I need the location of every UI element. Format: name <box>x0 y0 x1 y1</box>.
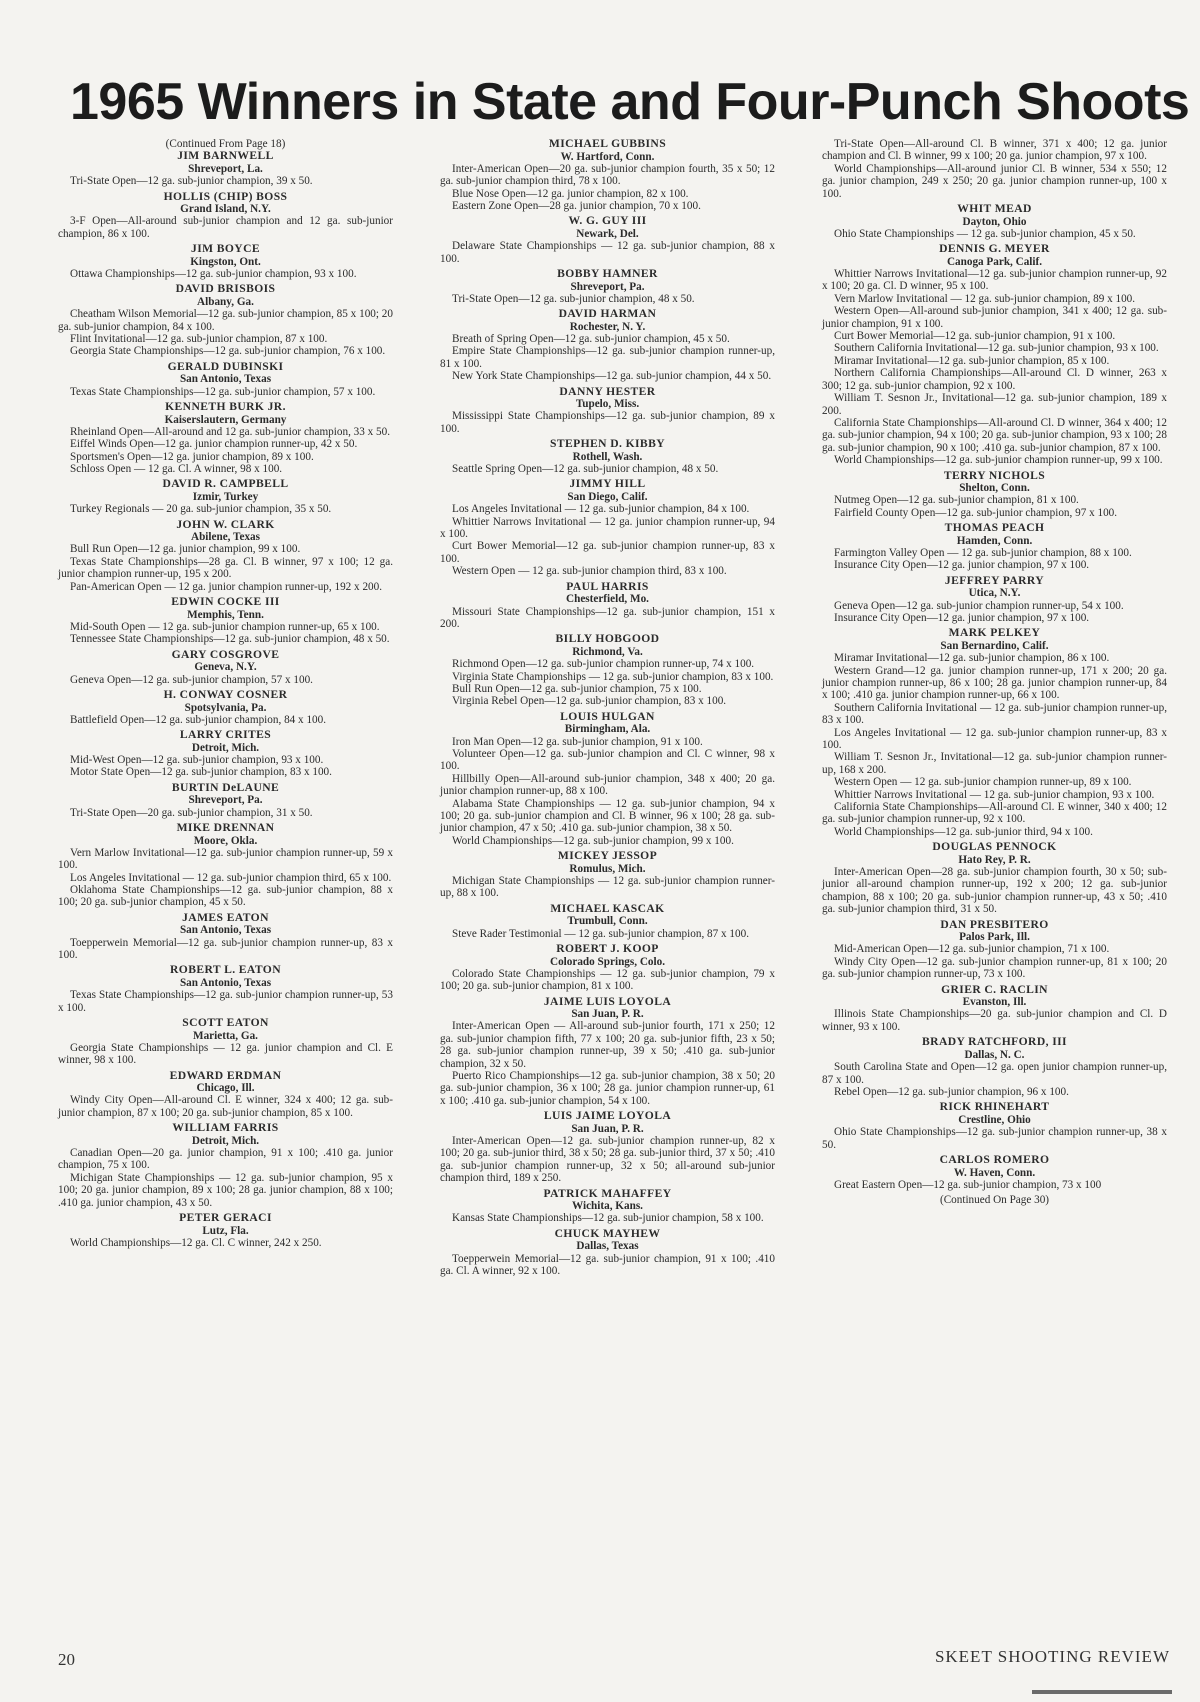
shoot-record: Bull Run Open—12 ga. junior champion, 99 x 100. <box>70 543 301 556</box>
shoot-record: Inter-American Open — All-around sub-junior fourth, 171 x 250; 12 ga. sub-junior champion fifth, 77 x 100; 20 ga. sub-junior fifth, 23 x 50; 28 ga. sub-junior champion runner-up, 39 x 50; .410 ga. sub-junior champion, 32 x 50. <box>440 1020 775 1070</box>
shoot-record: Virginia State Championships — 12 ga. sub-junior champion, 83 x 100. <box>452 670 774 683</box>
shoot-record: World Championships—12 ga. sub-junior champion, 99 x 100. <box>452 834 734 847</box>
winner-name: MICHAEL KASCAK <box>550 901 665 915</box>
winner-name: PATRICK MAHAFFEY <box>543 1186 672 1200</box>
shoot-record: Mid-South Open — 12 ga. sub-junior champion runner-up, 65 x 100. <box>70 620 380 633</box>
shoot-record: Western Open—All-around sub-junior champion, 341 x 400; 12 ga. sub-junior champion, 91 x 100. <box>822 305 1167 330</box>
winner-location: Shreveport, Pa. <box>188 794 263 807</box>
winner-entry <box>58 361 393 398</box>
shoot-record: Inter-American Open—20 ga. sub-junior champion fourth, 35 x 50; 12 ga. sub-junior champion third, 78 x 100. <box>440 162 775 188</box>
winner-location: Albany, Ga. <box>197 296 254 309</box>
winner-location: Moore, Okla. <box>193 834 258 847</box>
column-1 <box>58 138 393 1252</box>
winner-location: Crestline, Ohio <box>958 1113 1031 1126</box>
winner-name: DENNIS G. MEYER <box>939 242 1050 256</box>
winner-name: WHIT MEAD <box>957 202 1032 216</box>
shoot-record: Tri-State Open—12 ga. sub-junior champion, 39 x 50. <box>70 175 313 188</box>
shoot-record: Toepperwein Memorial—12 ga. sub-junior champion, 91 x 100; .410 ga. Cl. A winner, 92 x 100. <box>440 1252 775 1278</box>
shoot-record: Geneva Open—12 ga. sub-junior champion runner-up, 54 x 100. <box>834 599 1124 612</box>
winner-entry <box>822 243 1167 466</box>
winner-name: DOUGLAS PENNOCK <box>932 840 1057 854</box>
shoot-record: Los Angeles Invitational — 12 ga. sub-junior champion runner-up, 83 x 100. <box>822 726 1167 751</box>
winner-name: BRADY RATCHFORD, III <box>922 1035 1067 1049</box>
shoot-record: Iron Man Open—12 ga. sub-junior champion, 91 x 100. <box>452 735 703 748</box>
shoot-record: Southern California Invitational — 12 ga. sub-junior champion runner-up, 83 x 100. <box>822 701 1167 727</box>
shoot-record: Seattle Spring Open—12 ga. sub-junior champion, 48 x 50. <box>452 463 719 476</box>
shoot-record: Canadian Open—20 ga. junior champion, 91 x 100; .410 ga. junior champion, 75 x 100. <box>58 1146 393 1172</box>
winner-entry <box>822 522 1167 572</box>
shoot-record: Kansas State Championships—12 ga. sub-junior champion, 58 x 100. <box>452 1212 764 1225</box>
shoot-record: Great Eastern Open—12 ga. sub-junior champion, 73 x 100 <box>834 1178 1102 1191</box>
winner-name: MARK PELKEY <box>948 626 1041 640</box>
winner-location: Kaiserslautern, Germany <box>164 413 287 426</box>
winner-location: Dayton, Ohio <box>962 215 1027 228</box>
winner-location: Rochester, N. Y. <box>569 320 646 333</box>
shoot-record: Southern California Invitational—12 ga. sub-junior champion, 93 x 100. <box>834 342 1159 355</box>
winner-entry <box>58 1122 393 1209</box>
shoot-record: Los Angeles Invitational — 12 ga. sub-junior champion, 84 x 100. <box>452 503 750 516</box>
shoot-record: Windy City Open—All-around Cl. E winner, 324 x 400; 12 ga. sub-junior champion, 87 x 100; 20 ga. sub-junior champion, 85 x 100. <box>58 1094 393 1119</box>
winner-location: Grand Island, N.Y. <box>180 203 271 216</box>
winner-entry <box>58 689 393 726</box>
shoot-record: Tri-State Open—All-around Cl. B winner, 371 x 400; 12 ga. junior champion and Cl. B winner, 99 x 100; 20 ga. junior champion, 97 x 100. <box>822 138 1167 163</box>
winner-name: EDWARD ERDMAN <box>169 1068 282 1082</box>
shoot-record: Texas State Championships—28 ga. Cl. B winner, 97 x 100; 12 ga. junior champion runner-up, 195 x 200. <box>58 555 393 581</box>
shoot-record: Inter-American Open—28 ga. sub-junior champion fourth, 30 x 50; sub-junior all-around champion runner-up, 192 x 200; 12 ga. sub-junior champion, 88 x 100; 20 ga. sub-junior champion runner-up, 43 x 50; .410 ga. sub-junior champion third, 31 x 50. <box>822 866 1167 916</box>
shoot-record: Tri-State Open—20 ga. sub-junior champion, 31 x 50. <box>70 806 313 819</box>
winner-name: WILLIAM FARRIS <box>172 1121 279 1135</box>
winner-entry <box>822 138 1167 200</box>
winner-location: Wichita, Kans. <box>572 1200 643 1213</box>
shoot-record: Vern Marlow Invitational — 12 ga. sub-junior champion, 89 x 100. <box>834 292 1136 305</box>
winner-name: TERRY NICHOLS <box>943 468 1046 482</box>
winner-name: JAMES EATON <box>182 910 269 924</box>
winner-name: GERALD DUBINSKI <box>167 359 284 373</box>
winner-location: Newark, Del. <box>576 228 639 241</box>
shoot-record: World Championships—12 ga. Cl. C winner, 242 x 250. <box>70 1236 322 1249</box>
winner-entry <box>822 919 1167 981</box>
shoot-record: Turkey Regionals — 20 ga. sub-junior champion, 35 x 50. <box>70 503 332 516</box>
winner-name: JAIME LUIS LOYOLA <box>543 994 672 1008</box>
winner-name: PETER GERACI <box>179 1211 272 1225</box>
shoot-record: William T. Sesnon Jr., Invitational—12 ga. sub-junior champion runner-up, 168 x 200. <box>822 751 1167 776</box>
winner-entry <box>58 519 393 593</box>
winner-entry <box>58 283 393 357</box>
shoot-record: California State Championships—All-around Cl. D winner, 364 x 400; 12 ga. sub-junior champion, 94 x 100; 20 ga. sub-junior champion, 93 x 100; 28 ga. sub-junior champion, 90 x 100; .410 ga. sub-junior champion, 87 x 100. <box>822 416 1167 454</box>
winner-name: W. G. GUY III <box>568 214 647 228</box>
winner-name: BILLY HOBGOOD <box>555 632 660 646</box>
shoot-record: Toepperwein Memorial—12 ga. sub-junior champion runner-up, 83 x 100. <box>58 936 393 961</box>
shoot-record: Georgia State Championships—12 ga. sub-junior champion, 76 x 100. <box>70 345 386 358</box>
shoot-record: Flint Invitational—12 ga. sub-junior champion, 87 x 100. <box>70 333 328 346</box>
shoot-record: Western Open — 12 ga. sub-junior champion runner-up, 89 x 100. <box>834 776 1132 789</box>
winner-location: San Antonio, Texas <box>179 924 272 937</box>
winner-location: Evanston, Ill. <box>962 996 1027 1009</box>
winner-location: Lutz, Fla. <box>202 1224 249 1237</box>
shoot-record: Breath of Spring Open—12 ga. sub-junior champion, 45 x 50. <box>452 333 730 346</box>
winner-name: JEFFREY PARRY <box>944 573 1045 587</box>
winner-entry <box>822 841 1167 915</box>
shoot-record: Michigan State Championships — 12 ga. sub-junior champion, 95 x 100; 20 ga. junior champion, 89 x 100; 28 ga. junior champion, 88 x 100; .410 ga. junior champion, 43 x 50. <box>58 1171 393 1209</box>
winner-entry <box>58 401 393 475</box>
winner-name: BOBBY HAMNER <box>557 267 658 281</box>
winner-location: Memphis, Tenn. <box>187 608 264 621</box>
winner-location: Marietta, Ga. <box>193 1029 258 1042</box>
winner-entry <box>440 581 775 631</box>
winner-name: DAVID HARMAN <box>558 307 657 321</box>
shoot-record: Mid-American Open—12 ga. sub-junior champion, 71 x 100. <box>834 943 1110 956</box>
shoot-record: Insurance City Open—12 ga. junior champion, 97 x 100. <box>834 559 1090 572</box>
winner-name: CARLOS ROMERO <box>939 1152 1050 1166</box>
winner-location: Romulus, Mich. <box>569 862 646 875</box>
shoot-record: William T. Sesnon Jr., Invitational—12 ga. sub-junior champion, 189 x 200. <box>822 392 1167 417</box>
winner-location: Rothell, Wash. <box>572 450 643 463</box>
winner-location: Canoga Park, Calif. <box>946 255 1043 268</box>
continued-from-note: (Continued From Page 18) <box>165 138 286 150</box>
winner-name: THOMAS PEACH <box>944 521 1045 535</box>
shoot-record: Sportsmen's Open—12 ga. junior champion, 89 x 100. <box>70 450 314 463</box>
winner-location: San Juan, P. R. <box>571 1122 644 1135</box>
winner-location: Chesterfield, Mo. <box>566 593 649 606</box>
winner-name: LOUIS HULGAN <box>560 709 655 723</box>
shoot-record: Steve Rader Testimonial — 12 ga. sub-junior champion, 87 x 100. <box>452 927 749 940</box>
winner-name: ROBERT J. KOOP <box>556 942 659 955</box>
winner-entry <box>58 596 393 646</box>
shoot-record: Volunteer Open—12 ga. sub-junior champion and Cl. C winner, 98 x 100. <box>440 747 775 773</box>
shoot-record: Insurance City Open—12 ga. junior champion, 97 x 100. <box>834 611 1090 624</box>
shoot-record: Miramar Invitational—12 ga. sub-junior champion, 85 x 100. <box>834 354 1110 367</box>
shoot-record: Texas State Championships—12 ga. sub-junior champion runner-up, 53 x 100. <box>58 989 393 1014</box>
shoot-record: 3-F Open—All-around sub-junior champion and 12 ga. sub-junior champion, 86 x 100. <box>58 215 393 240</box>
winner-name: DANNY HESTER <box>559 384 656 398</box>
shoot-record: Ottawa Championships—12 ga. sub-junior champion, 93 x 100. <box>70 268 357 281</box>
winner-entry <box>440 1228 775 1278</box>
winner-entry <box>440 711 775 847</box>
winner-entry <box>440 943 775 993</box>
shoot-record: Oklahoma State Championships—12 ga. sub-junior champion, 88 x 100; 20 ga. sub-junior champion, 45 x 50. <box>58 883 393 909</box>
winner-name: RICK RHINEHART <box>939 1100 1050 1114</box>
winner-name: LUIS JAIME LOYOLA <box>543 1109 672 1123</box>
winner-entry <box>440 308 775 382</box>
shoot-record: World Championships—All-around junior Cl. B winner, 534 x 550; 12 ga. junior champion, 249 x 250; 20 ga. junior champion runner-up, 100 x 100. <box>822 162 1167 200</box>
winner-location: Detroit, Mich. <box>191 1134 260 1147</box>
winner-name: DAN PRESBITERO <box>940 917 1049 931</box>
winner-entry <box>440 903 775 940</box>
shoot-record: Whittier Narrows Invitational—12 ga. sub-junior champion runner-up, 92 x 100; 20 ga. Cl. D winner, 95 x 100. <box>822 268 1167 293</box>
winner-entry <box>58 649 393 686</box>
shoot-record: Bull Run Open—12 ga. sub-junior champion, 75 x 100. <box>452 682 702 695</box>
shoot-record: Cheatham Wilson Memorial—12 ga. sub-junior champion, 85 x 100; 20 ga. sub-junior champion, 84 x 100. <box>58 308 393 333</box>
winner-name: JIMMY HILL <box>569 477 646 491</box>
winner-name: DAVID R. CAMPBELL <box>162 477 289 491</box>
winner-name: BURTIN DeLAUNE <box>171 780 280 794</box>
shoot-record: Inter-American Open—12 ga. sub-junior champion runner-up, 82 x 100; 20 ga. sub-junior third, 38 x 50; 28 ga. sub-junior third, 37 x 50; .410 ga. sub-junior champion runner-up, 32 x 50; all-around sub-junior champion third, 189 x 250. <box>440 1135 775 1185</box>
winner-location: Dallas, Texas <box>576 1240 639 1253</box>
page-number: 20 <box>58 1650 75 1669</box>
winner-location: Hamden, Conn. <box>956 534 1033 547</box>
winner-location: Geneva, N.Y. <box>194 661 257 674</box>
winner-location: Birmingham, Ala. <box>564 723 651 736</box>
winner-name: PAUL HARRIS <box>566 579 649 593</box>
winner-location: San Antonio, Texas <box>179 373 272 386</box>
shoot-record: Richmond Open—12 ga. sub-junior champion runner-up, 74 x 100. <box>452 658 755 671</box>
shoot-record: Ohio State Championships — 12 ga. sub-junior champion, 45 x 50. <box>834 227 1136 240</box>
winner-location: W. Haven, Conn. <box>953 1166 1036 1179</box>
winner-entry <box>440 386 775 436</box>
shoot-record: Illinois State Championships—20 ga. sub-junior champion and Cl. D winner, 93 x 100. <box>822 1008 1167 1033</box>
winner-location: Shreveport, La. <box>188 163 263 175</box>
shoot-record: Tri-State Open—12 ga. sub-junior champion, 48 x 50. <box>452 292 695 305</box>
winner-entry <box>58 150 393 187</box>
winner-location: Palos Park, Ill. <box>959 931 1030 944</box>
winner-entry <box>440 1188 775 1225</box>
shoot-record: Curt Bower Memorial—12 ga. sub-junior champion, 91 x 100. <box>834 330 1116 343</box>
winner-name: H. CONWAY COSNER <box>163 687 288 701</box>
shoot-record: Blue Nose Open—12 ga. junior champion, 82 x 100. <box>452 187 689 200</box>
shoot-record: Farmington Valley Open — 12 ga. sub-junior champion, 88 x 100. <box>834 546 1132 559</box>
column-3 <box>822 138 1167 1207</box>
shoot-record: Georgia State Championships — 12 ga. junior champion and Cl. E winner, 98 x 100. <box>58 1041 393 1067</box>
winner-entry <box>822 1036 1167 1098</box>
shoot-record: Missouri State Championships—12 ga. sub-junior champion, 151 x 200. <box>440 605 775 630</box>
winner-name: MICHAEL GUBBINS <box>548 137 667 150</box>
shoot-record: Virginia Rebel Open—12 ga. sub-junior champion, 83 x 100. <box>452 695 727 708</box>
shoot-record: Fairfield County Open—12 ga. sub-junior champion, 97 x 100. <box>834 506 1118 519</box>
shoot-record: Nutmeg Open—12 ga. sub-junior champion, 81 x 100. <box>834 494 1079 507</box>
winner-location: Dallas, N. C. <box>964 1048 1025 1061</box>
column-2 <box>440 138 775 1280</box>
publication-name: SKEET SHOOTING REVIEW <box>934 1647 1170 1666</box>
shoot-record: Curt Bower Memorial—12 ga. sub-junior champion runner-up, 83 x 100. <box>440 540 775 565</box>
winner-entry <box>440 633 775 707</box>
winner-location: Detroit, Mich. <box>191 741 260 754</box>
shoot-record: World Championships—12 ga. sub-junior third, 94 x 100. <box>834 825 1093 838</box>
winner-name: LARRY CRITES <box>179 728 272 742</box>
shoot-record: California State Championships—All-around Cl. E winner, 340 x 400; 12 ga. sub-junior champion runner-up, 92 x 100. <box>822 801 1167 826</box>
winner-name: STEPHEN D. KIBBY <box>550 437 665 451</box>
shoot-record: Pan-American Open — 12 ga. junior champion runner-up, 192 x 200. <box>70 580 383 593</box>
shoot-record: Schloss Open — 12 ga. Cl. A winner, 98 x 100. <box>70 463 283 476</box>
winner-entry <box>440 438 775 475</box>
shoot-record: World Championships—12 ga. sub-junior champion runner-up, 99 x 100. <box>834 454 1163 467</box>
winner-location: San Diego, Calif. <box>567 491 648 504</box>
footer-rule <box>1032 1690 1172 1694</box>
shoot-record: Mid-West Open—12 ga. sub-junior champion, 93 x 100. <box>70 753 324 766</box>
shoot-record: Western Open — 12 ga. sub-junior champion third, 83 x 100. <box>452 565 727 578</box>
shoot-record: Windy City Open—12 ga. sub-junior champion runner-up, 81 x 100; 20 ga. sub-junior champion runner-up, 73 x 100. <box>822 955 1167 981</box>
winner-location: Tupelo, Miss. <box>575 398 640 411</box>
winner-location: Trumbull, Conn. <box>567 915 648 928</box>
winner-name: SCOTT EATON <box>182 1015 269 1029</box>
shoot-record: Puerto Rico Championships—12 ga. sub-junior champion, 38 x 50; 20 ga. sub-junior champion, 36 x 100; 28 ga. junior champion runner-up, 61 x 100; .410 ga. sub-junior champion, 54 x 100. <box>440 1070 775 1107</box>
winner-location: Shelton, Conn. <box>959 482 1030 495</box>
shoot-record: Colorado State Championships — 12 ga. sub-junior champion, 79 x 100; 20 ga. sub-junior champion, 81 x 100. <box>440 967 775 993</box>
page-title: 1965 Winners in State and Four-Punch Shoots <box>70 73 1190 131</box>
winner-name: GARY COSGROVE <box>171 647 280 661</box>
winner-entry <box>58 822 393 909</box>
winner-name: MIKE DRENNAN <box>176 820 275 834</box>
winner-location: Hato Rey, P. R. <box>958 853 1031 866</box>
winner-entry <box>822 1154 1167 1191</box>
winner-entry <box>822 470 1167 520</box>
winner-name: DAVID BRISBOIS <box>175 282 276 296</box>
shoot-record: Northern California Championships—All-around Cl. D winner, 263 x 300; 12 ga. sub-junior champion, 92 x 100. <box>822 367 1167 392</box>
winner-name: JOHN W. CLARK <box>176 517 275 531</box>
winner-entry <box>822 575 1167 625</box>
winner-entry <box>440 215 775 265</box>
shoot-record: Rebel Open—12 ga. sub-junior champion, 96 x 100. <box>834 1085 1069 1098</box>
winner-entry <box>58 782 393 819</box>
shoot-record: Eastern Zone Open—28 ga. junior champion, 70 x 100. <box>452 200 701 213</box>
winner-entry <box>58 964 393 1014</box>
winner-entry <box>440 1110 775 1184</box>
winner-location: Spotsylvania, Pa. <box>184 701 267 714</box>
winner-name: EDWIN COCKE III <box>171 595 280 609</box>
winner-name: KENNETH BURK JR. <box>165 400 286 414</box>
winner-location: Izmir, Turkey <box>192 491 259 504</box>
winner-location: Abilene, Texas <box>190 531 260 544</box>
shoot-record: Motor State Open—12 ga. sub-junior champion, 83 x 100. <box>70 766 332 779</box>
winner-name: ROBERT L. EATON <box>170 963 281 977</box>
shoot-record: Hillbilly Open—All-around sub-junior champion, 348 x 400; 20 ga. junior champion runner-up, 88 x 100. <box>440 772 775 798</box>
winner-entry <box>822 1101 1167 1151</box>
winner-entry <box>440 996 775 1108</box>
shoot-record: Los Angeles Invitational — 12 ga. sub-junior champion third, 65 x 100. <box>70 871 392 884</box>
winner-name: MICKEY JESSOP <box>557 849 658 863</box>
shoot-record: Whittier Narrows Invitational — 12 ga. sub-junior champion, 93 x 100. <box>834 788 1155 801</box>
shoot-record: Alabama State Championships — 12 ga. sub-junior champion, 94 x 100; 20 ga. sub-junior champion and Cl. B winner, 96 x 100; 28 ga. sub-junior champion, 47 x 50; .410 ga. sub-junior champion, 38 x 50. <box>440 797 775 835</box>
shoot-record: Rheinland Open—All-around and 12 ga. sub-junior champion, 33 x 50. <box>70 425 391 438</box>
winner-location: San Juan, P. R. <box>571 1008 644 1021</box>
shoot-record: Empire State Championships—12 ga. sub-junior champion runner-up, 81 x 100. <box>440 345 775 370</box>
shoot-record: Michigan State Championships — 12 ga. sub-junior champion runner-up, 88 x 100. <box>440 874 775 900</box>
winner-entry <box>440 850 775 900</box>
winner-entry <box>58 191 393 241</box>
winner-name: JIM BARNWELL <box>177 149 274 163</box>
winner-entry <box>58 912 393 962</box>
winner-location: W. Hartford, Conn. <box>560 150 655 163</box>
winner-location: San Antonio, Texas <box>179 976 272 989</box>
winner-entry <box>58 1070 393 1120</box>
shoot-record: Miramar Invitational—12 ga. sub-junior champion, 86 x 100. <box>834 652 1110 665</box>
shoot-record: Eiffel Winds Open—12 ga. junior champion runner-up, 42 x 50. <box>70 438 358 451</box>
shoot-record: Vern Marlow Invitational—12 ga. sub-junior champion runner-up, 59 x 100. <box>58 846 393 872</box>
winner-location: Shreveport, Pa. <box>570 280 645 293</box>
winner-name: GRIER C. RACLIN <box>941 982 1048 996</box>
shoot-record: Ohio State Championships—12 ga. sub-junior champion runner-up, 38 x 50. <box>822 1126 1167 1151</box>
winner-location: Richmond, Va. <box>572 645 643 658</box>
shoot-record: Tennessee State Championships—12 ga. sub-junior champion, 48 x 50. <box>70 633 390 646</box>
shoot-record: Whittier Narrows Invitational — 12 ga. junior champion runner-up, 94 x 100. <box>440 515 775 541</box>
shoot-record: Western Grand—12 ga. junior champion runner-up, 171 x 200; 20 ga. junior champion runner-up, 86 x 100; 28 ga. junior champion runner-up, 84 x 100; .410 ga. junior champion runner-up, 66 x 100. <box>822 664 1167 702</box>
winner-name: CHUCK MAYHEW <box>554 1226 661 1240</box>
winner-entry <box>58 243 393 280</box>
winner-entry <box>58 478 393 515</box>
shoot-record: Delaware State Championships — 12 ga. sub-junior champion, 88 x 100. <box>440 240 775 265</box>
shoot-record: Texas State Championships—12 ga. sub-junior champion, 57 x 100. <box>70 385 376 398</box>
winner-entry <box>440 478 775 577</box>
shoot-record: Battlefield Open—12 ga. sub-junior champion, 84 x 100. <box>70 713 327 726</box>
shoot-record: New York State Championships—12 ga. sub-junior champion, 44 x 50. <box>452 370 772 383</box>
winner-entry <box>822 203 1167 240</box>
continued-on-note: (Continued On Page 30) <box>939 1194 1050 1207</box>
winner-entry <box>58 729 393 779</box>
winner-location: Utica, N.Y. <box>968 587 1021 600</box>
winner-entry <box>58 1017 393 1067</box>
winner-name: JIM BOYCE <box>191 242 260 256</box>
winner-entry <box>440 268 775 305</box>
winner-location: Chicago, Ill. <box>196 1082 255 1095</box>
winner-entry <box>58 1212 393 1249</box>
winner-entry <box>440 138 775 212</box>
winner-name: HOLLIS (CHIP) BOSS <box>163 189 288 203</box>
winner-location: Colorado Springs, Colo. <box>550 955 665 968</box>
shoot-record: Mississippi State Championships—12 ga. sub-junior champion, 89 x 100. <box>440 410 775 435</box>
winner-location: San Bernardino, Calif. <box>940 639 1049 652</box>
winner-location: Kingston, Ont. <box>190 255 261 268</box>
shoot-record: South Carolina State and Open—12 ga. open junior champion runner-up, 87 x 100. <box>822 1061 1167 1086</box>
shoot-record: Geneva Open—12 ga. sub-junior champion, 57 x 100. <box>70 673 313 686</box>
winner-entry <box>822 627 1167 838</box>
winner-entry <box>822 984 1167 1034</box>
